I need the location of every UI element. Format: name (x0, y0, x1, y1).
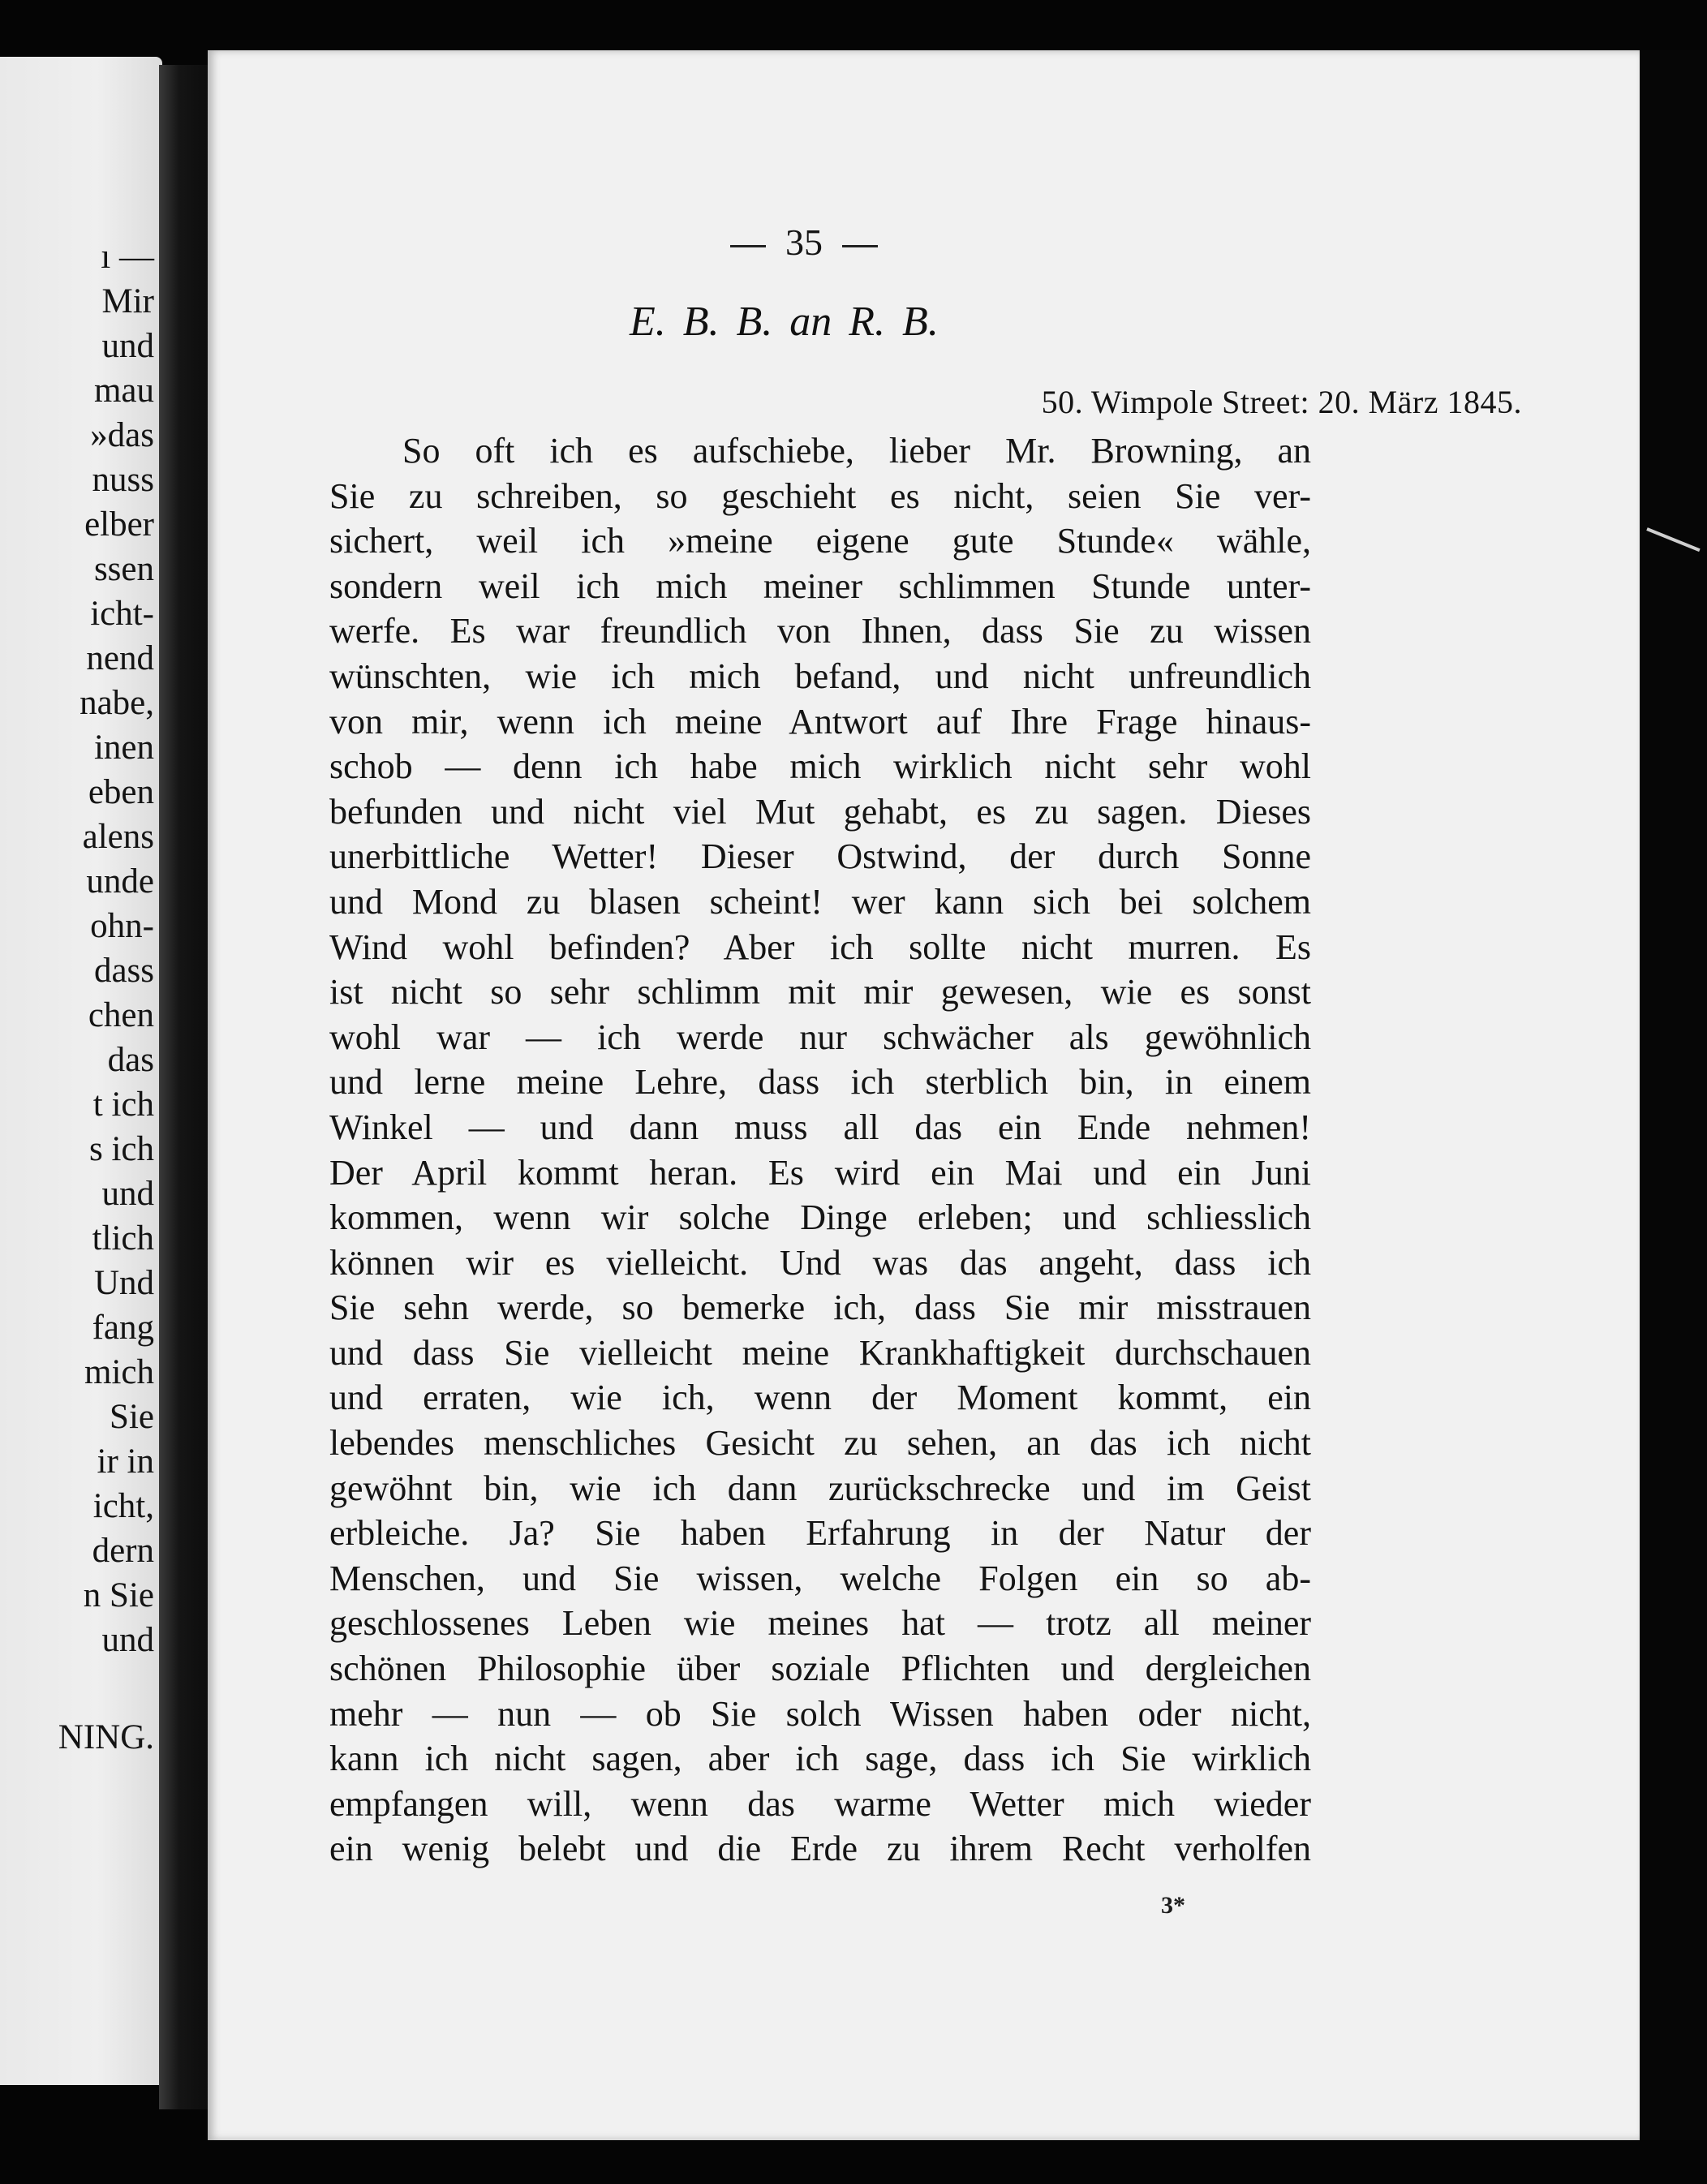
text-line: und lerne meine Lehre, dass ich sterblich bin, in einem (329, 1062, 1311, 1103)
left-page-line: und (101, 327, 154, 365)
text-line: gewöhnt bin, wie ich dann zurückschrecke und im Geist (329, 1468, 1311, 1508)
scan-right-edge (1640, 50, 1707, 2140)
dash-right (842, 245, 878, 247)
letter-body (329, 428, 1311, 1872)
left-page-line: s ich (88, 1130, 154, 1168)
text-line: Sie sehn werde, so bemerke ich, dass Sie mir misstrauen (329, 1288, 1311, 1328)
left-page-line: und (101, 1621, 154, 1659)
text-line: empfangen will, wenn das warme Wetter mich wieder (329, 1783, 1311, 1824)
text-line: kann ich nicht sagen, aber ich sage, dass ich Sie wirklich (329, 1739, 1311, 1779)
text-line: und erraten, wie ich, wenn der Moment kommt, ein (329, 1378, 1311, 1418)
left-page-line: »das (90, 416, 154, 454)
text-line: unerbittliche Wetter! Dieser Ostwind, der durch Sonne (329, 836, 1311, 877)
left-page-line: icht, (92, 1487, 154, 1525)
left-page-line: das (107, 1041, 154, 1079)
left-page-line: ı — (101, 238, 154, 276)
text-line: wünschten, wie ich mich befand, und nicht unfreundlich (329, 656, 1311, 696)
text-line: schönen Philosophie über soziale Pflichten und dergleichen (329, 1649, 1311, 1689)
left-page-line: fang (92, 1309, 154, 1347)
dash-left (730, 245, 766, 247)
page-number: 35 (785, 221, 823, 263)
text-line: lebendes menschliches Gesicht zu sehen, an das ich nicht (329, 1423, 1311, 1464)
left-page-line: elber (84, 505, 154, 544)
text-line: und dass Sie vielleicht meine Krankhaftigkeit durchschauen (329, 1332, 1311, 1373)
left-page-line: Und (93, 1264, 154, 1302)
left-page-line: unde (86, 862, 154, 901)
left-page-line: chen (88, 996, 154, 1034)
left-page-line: und (101, 1175, 154, 1213)
text-line: befunden und nicht viel Mut gehabt, es zu sagen. Dieses (329, 791, 1311, 832)
text-line: schob — denn ich habe mich wirklich nicht sehr wohl (329, 746, 1311, 787)
left-page-line: tlich (92, 1219, 154, 1258)
left-page-line: inen (93, 729, 154, 767)
left-page-line: nuss (92, 461, 154, 499)
book-gutter (159, 65, 209, 2109)
letter-dateline: 50. Wimpole Street: 20. März 1845. (1041, 384, 1522, 420)
text-line: Der April kommt heran. Es wird ein Mai und ein Juni (329, 1152, 1311, 1193)
text-line: mehr — nun — ob Sie solch Wissen haben oder nicht, (329, 1693, 1311, 1734)
book-page (208, 50, 1640, 2140)
left-page-line: dern (92, 1532, 154, 1570)
left-page-line: n Sie (83, 1576, 154, 1614)
left-page-line: nabe, (80, 684, 154, 722)
left-page-line: mich (84, 1353, 154, 1391)
left-page-line: nend (86, 639, 154, 677)
left-page-line: ssen (93, 550, 154, 588)
text-line: Wind wohl befinden? Aber ich sollte nicht murren. Es (329, 926, 1311, 967)
sheet-signature-mark: 3* (1161, 1892, 1185, 1919)
text-line: ist nicht so sehr schlimm mit mir gewesen, wie es sonst (329, 972, 1311, 1012)
text-line: werfe. Es war freundlich von Ihnen, dass Sie zu wissen (329, 611, 1311, 651)
text-line: Menschen, und Sie wissen, welche Folgen ein so ab- (329, 1558, 1311, 1598)
text-line: Winkel — und dann muss all das ein Ende nehmen! (329, 1107, 1311, 1147)
text-line: sichert, weil ich »meine eigene gute Stunde« wähle, (329, 521, 1311, 561)
text-line: kommen, wenn wir solche Dinge erleben; und schliesslich (329, 1197, 1311, 1238)
left-page-line: t ich (92, 1086, 154, 1124)
previous-page-fragment (0, 57, 162, 2085)
text-line: erbleiche. Ja? Sie haben Erfahrung in der Natur der (329, 1513, 1311, 1554)
text-line: So oft ich es aufschiebe, lieber Mr. Browning, an (402, 431, 1311, 471)
letter-heading: E. B. B. an R. B. (630, 299, 939, 345)
left-page-line: Sie (110, 1398, 154, 1436)
left-page-line: NING. (58, 1718, 154, 1756)
left-page-line: ir in (97, 1442, 154, 1481)
text-line: und Mond zu blasen scheint! wer kann sich bei solchem (329, 881, 1311, 922)
left-page-line: Mir (101, 282, 154, 320)
left-page-line: dass (93, 952, 154, 990)
text-line: wohl war — ich werde nur schwächer als gewöhnlich (329, 1017, 1311, 1057)
left-page-line: eben (88, 773, 154, 811)
text-line: Sie zu schreiben, so geschieht es nicht, seien Sie ver- (329, 475, 1311, 516)
text-line: geschlossenes Leben wie meines hat — trotz all meiner (329, 1603, 1311, 1644)
left-page-line: ohn- (90, 907, 154, 945)
page-number-line (711, 221, 1238, 264)
text-line: von mir, wenn ich meine Antwort auf Ihre Frage hinaus- (329, 701, 1311, 742)
text-line: sondern weil ich mich meiner schlimmen Stunde unter- (329, 565, 1311, 606)
left-page-line: icht- (90, 595, 154, 633)
left-page-line: alens (82, 818, 154, 856)
left-page-line: mau (93, 372, 154, 410)
text-line: ein wenig belebt und die Erde zu ihrem Recht verholfen (329, 1829, 1311, 1869)
text-line: können wir es vielleicht. Und was das angeht, dass ich (329, 1242, 1311, 1283)
